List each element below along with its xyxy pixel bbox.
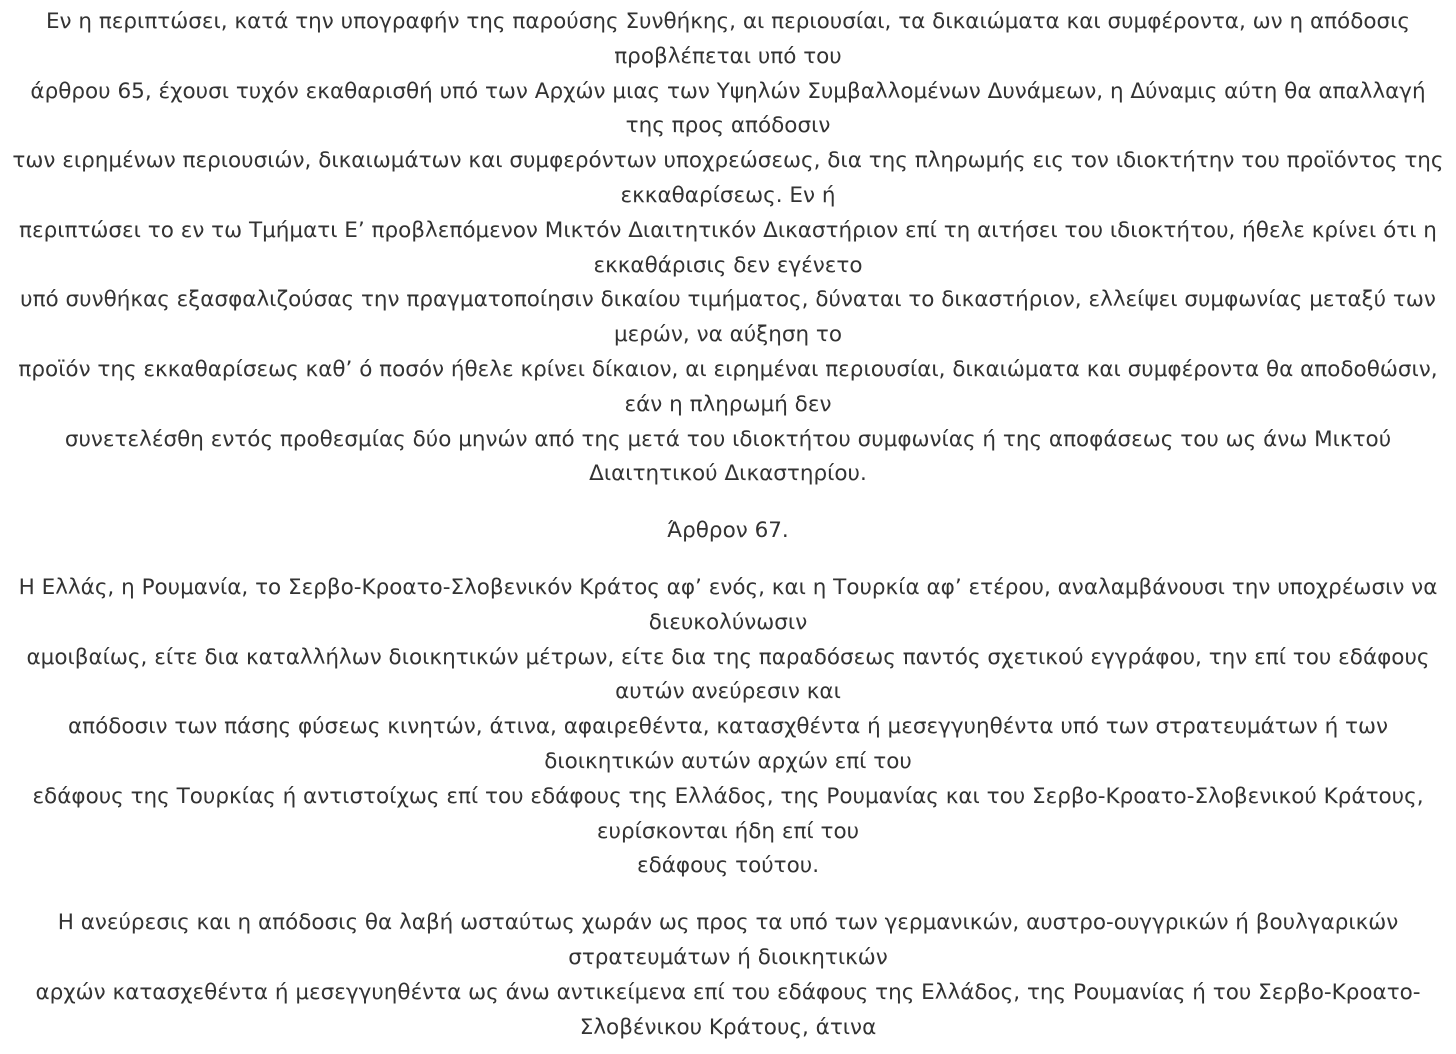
article-heading	[10, 514, 1446, 549]
text-line: απόδοσιν των πάσης φύσεως κινητών, άτινα, αφαιρεθέντα, κατασχθέντα ή μεσεγγυηθέντα υπό των στρατευμάτων ή των διοικητικών αυτών αρχών επί του	[68, 714, 1388, 774]
text-line: εδάφους της Τουρκίας ή αντιστοίχως επί του εδάφους της Ελλάδος, της Ρουμανίας και του Σερβο-Κροατο-Σλοβενικού Κράτους, ευρίσκονται ήδη επί του	[32, 783, 1424, 844]
text-line: Η Ελλάς, η Ρουμανία, το Σερβο-Κροατο-Σλοβενικόν Κράτος αφ’ ενός, και η Τουρκία αφ’ ετέρου, αναλαμβάνουσι την υποχρέωσιν να διευκολύνωσιν	[18, 574, 1438, 635]
article-67-title: Άρθρον 67.	[667, 518, 789, 544]
text-line: αρχών κατασχεθέντα ή μεσεγγυηθέντα ως άνω αντικείμενα επί του εδάφους της Ελλάδος, της Ρουμανίας ή του Σερβο-Κροατο-Σλοβένικου Κράτους, άτινα	[35, 979, 1421, 1040]
paragraph-article-66-liquidation	[10, 5, 1446, 492]
document-body	[10, 5, 1446, 1045]
text-line: Εν η περιπτώσει, κατά την υπογραφήν της παρούσης Συνθήκης, αι περιουσίαι, τα δικαιώματα και συμφέροντα, ων η απόδοσις προβλέπεται υπό του	[45, 9, 1411, 69]
paragraph-article-67-first	[10, 571, 1446, 884]
text-line: συνετελέσθη εντός προθεσμίας δύο μηνών από της μετά του ιδιοκτήτου συμφωνίας ή της αποφάσεως του ως άνω Μικτού Διαιτητικού Δικαστηρίου.	[64, 426, 1392, 487]
text-line: άρθρου 65, έχουσι τυχόν εκαθαρισθή υπό των Αρχών μιας των Υψηλών Συμβαλλομένων Δυνάμεων, η Δύναμις αύτη θα απαλλαγή της προς απόδοσιν	[30, 78, 1426, 139]
text-line: προϊόν της εκκαθαρίσεως καθ’ ό ποσόν ήθελε κρίνει δίκαιον, αι ειρημέναι περιουσίαι, δικαιώματα και συμφέροντα θα αποδοθώσιν, εάν η πληρωμή δεν	[18, 356, 1438, 417]
text-line: εδάφους τούτου.	[636, 853, 820, 879]
text-line: υπό συνθήκας εξασφαλιζούσας την πραγματοποίησιν δικαίου τιμήματος, δύναται το δικαστήριον, ελλείψει συμφωνίας μεταξύ των μερών, να αύξηση το	[20, 287, 1436, 348]
text-line: αμοιβαίως, είτε δια καταλλήλων διοικητικών μέτρων, είτε δια της παραδόσεως παντός σχετικού εγγράφου, την επί του εδάφους αυτών ανεύρεσιν και	[26, 644, 1430, 705]
text-line: Η ανεύρεσις και η απόδοσις θα λαβή ωσταύτως χωράν ως προς τα υπό των γερμανικών, αυστρο-ουγγρικών ή βουλγαρικών στρατευμάτων ή διοικητικών	[57, 910, 1399, 970]
text-line: των ειρημένων περιουσιών, δικαιωμάτων και συμφερόντων υποχρεώσεως, δια της πληρωμής εις τον ιδιοκτήτην του προϊόντος της εκκαθαρίσεως. Εν ή	[12, 148, 1444, 208]
paragraph-article-67-second	[10, 906, 1446, 1045]
text-line: περιπτώσει το εν τω Τμήματι Ε’ προβλεπόμενον Μικτόν Διαιτητικόν Δικαστήριον επί τη αιτήσει του ιδιοκτήτου, ήθελε κρίνει ότι η εκκαθάρισις δεν εγένετο	[19, 217, 1437, 278]
